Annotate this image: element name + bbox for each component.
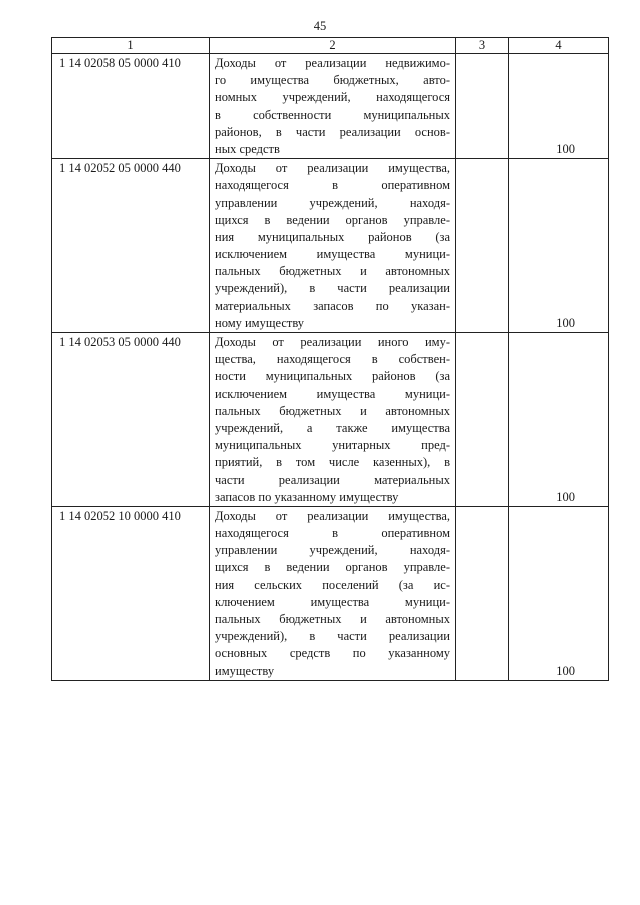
header-col-4: 4 xyxy=(509,38,609,54)
description-line: Доходы от реализации иного иму- xyxy=(215,335,450,349)
column-3-cell xyxy=(456,54,509,159)
description-line: щихся в ведении органов управле- xyxy=(215,212,450,227)
description-line: имуществу xyxy=(215,663,275,678)
header-col-3: 3 xyxy=(456,38,509,54)
amount-cell: 100 xyxy=(509,333,609,507)
description-line: Доходы от реализации недвижимо- xyxy=(215,56,450,70)
description-line: исключением имущества муници- xyxy=(215,247,450,262)
description-line: части реализации материальных xyxy=(215,472,450,487)
description-line: учреждений, а также имущества xyxy=(215,420,450,435)
description-line: в собственности муниципальных xyxy=(215,107,450,122)
description-line: управлении учреждений, находя- xyxy=(215,195,450,210)
column-3-cell xyxy=(456,333,509,507)
description-line: ния сельских поселений (за ис- xyxy=(215,577,450,592)
description-line: го имущества бюджетных, авто- xyxy=(215,73,450,88)
table-row xyxy=(52,506,609,680)
description-line: материальных запасов по указан- xyxy=(215,298,450,313)
header-col-2: 2 xyxy=(210,38,456,54)
amount-cell: 100 xyxy=(509,159,609,333)
description-line: пальных бюджетных и автономных xyxy=(215,403,450,418)
description-line: находящегося в оперативном xyxy=(215,526,450,541)
description-line: запасов по указанному имуществу xyxy=(215,489,399,504)
revenue-description xyxy=(210,54,456,159)
description-line: пальных бюджетных и автономных xyxy=(215,264,450,279)
page-number: 45 xyxy=(313,19,327,33)
revenue-table xyxy=(51,37,609,681)
description-line: номных учреждений, находящегося xyxy=(215,90,450,105)
description-line: районов, в части реализации основ- xyxy=(215,124,450,139)
description-line: ному имуществу xyxy=(215,315,305,330)
description-line: управлении учреждений, находя- xyxy=(215,543,450,558)
revenue-code: 1 14 02052 05 0000 440 xyxy=(52,159,210,333)
description-line: основных средств по указанному xyxy=(215,646,450,661)
description-line: щества, находящегося в собствен- xyxy=(215,352,450,367)
revenue-description xyxy=(210,506,456,680)
description-line: щихся в ведении органов управле- xyxy=(215,560,450,575)
description-line: приятий, в том числе казенных), в xyxy=(215,455,450,470)
description-line: исключением имущества муници- xyxy=(215,386,450,401)
description-line: ных средств xyxy=(215,141,280,156)
revenue-description xyxy=(210,333,456,507)
amount-cell: 100 xyxy=(509,54,609,159)
description-line: находящегося в оперативном xyxy=(215,178,450,193)
description-line: учреждений), в части реализации xyxy=(215,281,450,296)
revenue-description xyxy=(210,159,456,333)
amount-cell: 100 xyxy=(509,506,609,680)
table-row xyxy=(52,159,609,333)
description-line: муниципальных унитарных пред- xyxy=(215,438,450,453)
revenue-code: 1 14 02053 05 0000 440 xyxy=(52,333,210,507)
table-body xyxy=(52,54,609,681)
description-line: ности муниципальных районов (за xyxy=(215,369,450,384)
table-row xyxy=(52,54,609,159)
header-row xyxy=(52,38,609,54)
header-col-1: 1 xyxy=(52,38,210,54)
description-line: пальных бюджетных и автономных xyxy=(215,612,450,626)
description-line: учреждений), в части реализации xyxy=(215,629,450,644)
description-line: ния муниципальных районов (за xyxy=(215,229,450,244)
description-line: ключением имущества муници- xyxy=(215,594,450,609)
revenue-code: 1 14 02058 05 0000 410 xyxy=(52,54,210,159)
column-3-cell xyxy=(456,159,509,333)
description-line: Доходы от реализации имущества, xyxy=(215,508,450,523)
table-header xyxy=(52,38,609,54)
revenue-code: 1 14 02052 10 0000 410 xyxy=(52,506,210,680)
table-row xyxy=(52,333,609,507)
description-line: Доходы от реализации имущества, xyxy=(215,161,450,176)
column-3-cell xyxy=(456,506,509,680)
